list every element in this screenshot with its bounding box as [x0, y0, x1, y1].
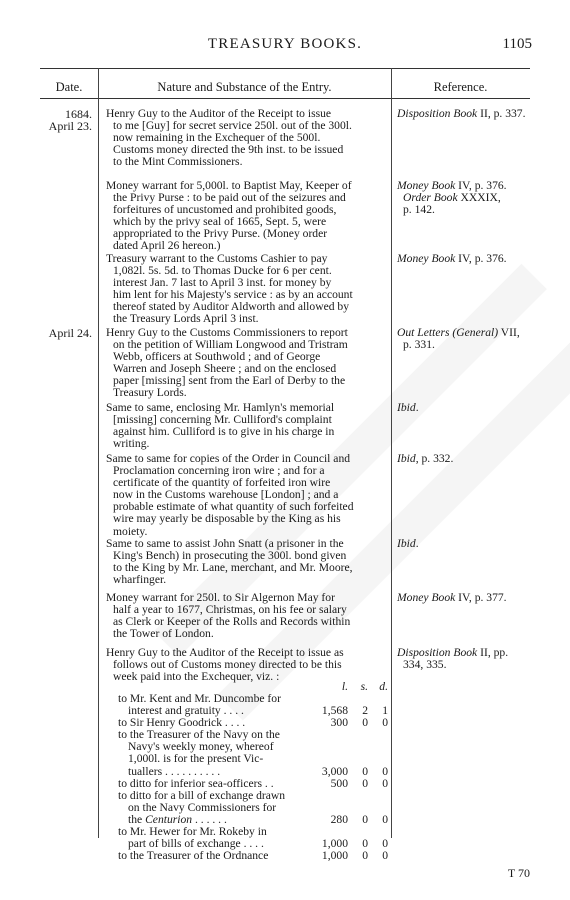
top-rule	[40, 68, 530, 69]
payment-amount-d: 0	[382, 716, 388, 730]
payment-text: interest and gratuity . . . .	[128, 704, 244, 718]
reference-line: Money Book IV, p. 376.	[397, 252, 507, 265]
payment-text: Navy's weekly money, whereof	[128, 740, 274, 754]
entry-line: Treasury warrant to the Customs Cashier to pay	[106, 252, 328, 265]
payment-text: to the Treasurer of the Ordnance	[118, 849, 269, 863]
footer-signature: T 70	[507, 866, 530, 880]
payment-text: to Mr. Hewer for Mr. Rokeby in	[118, 825, 267, 839]
entry-line: 1,082l. 5s. 5d. to Thomas Ducke for 6 per cent.	[113, 264, 332, 278]
entry-text	[106, 647, 388, 683]
entry-date	[40, 327, 92, 339]
entry-line: paper [missing] sent from the Earl of Derby to the	[113, 374, 346, 388]
entry-line: Webb, officers at Southwold ; and of George	[113, 350, 321, 364]
payment-amount-s: 2	[362, 704, 368, 718]
payment-text: the Centurion . . . . . .	[128, 812, 227, 826]
entry-line: King's Bench) in prosecuting the 300l. bond given	[113, 549, 347, 563]
payment-row	[106, 753, 390, 765]
payment-amount-d: 0	[382, 764, 388, 778]
entry-line: him lent for his Majesty's service : as by an account	[113, 288, 353, 302]
entry-line: the Privy Purse : to be paid out of the seizures and	[113, 191, 346, 205]
entry-line: dated April 26 hereon.)	[113, 239, 221, 253]
entry-reference	[397, 327, 542, 351]
reference-line: Disposition Book II, p. 337.	[397, 107, 526, 120]
entry-line: Henry Guy to the Auditor of the Receipt to issue	[106, 107, 332, 120]
payment-amount-d: 0	[382, 812, 388, 826]
entry-line: as Clerk or Keeper of the Rolls and Records within	[113, 615, 351, 629]
payment-amount-l: 3,000	[321, 764, 348, 778]
entry-line: Proclamation concerning iron wire ; and for a	[113, 464, 325, 478]
entry-line: to me [Guy] for secret service 250l. out of the 300l.	[113, 119, 352, 133]
entry-line: forfeitures of uncustomed and prohibited goods,	[113, 203, 337, 217]
reference-line: Ibid.	[397, 401, 419, 414]
entry-reference	[397, 253, 542, 265]
entry-text	[106, 180, 388, 253]
reference-line: Disposition Book II, pp.	[397, 646, 509, 659]
payment-text: tuallers . . . . . . . . . .	[128, 764, 221, 778]
payment-amount-s: 0	[362, 776, 368, 790]
payment-amount-d: 0	[382, 776, 388, 790]
entry-line: against him. Culliford is to give in his charge in	[113, 425, 335, 439]
entry-line: the Tower of London.	[113, 627, 214, 641]
entry-line: Same to same, enclosing Mr. Hamlyn's memorial	[106, 401, 335, 414]
reference-line: 334, 335.	[403, 658, 447, 672]
entry-line: wharfinger.	[113, 573, 167, 587]
entry-line: which by the privy seal of 1665, Sept. 5, were	[113, 215, 327, 229]
payments-list	[106, 681, 390, 862]
entry-line: wire may yearly be disposable by the King as his	[113, 512, 341, 526]
entry-text	[106, 592, 388, 640]
entry-line: Henry Guy to the Auditor of the Receipt to issue as	[106, 646, 344, 659]
entry-line: thereof stated by Auditor Aldworth and allowed by	[113, 300, 350, 314]
entry-line: Customs money directed the 9th inst. to be issued	[113, 143, 344, 157]
column-header-nature: Nature and Substance of the Entry.	[157, 80, 332, 94]
entry-line: to the Mint Commissioners.	[113, 155, 243, 169]
entry-line: on the petition of William Longwood and Tristram	[113, 338, 348, 352]
reference-line: Money Book IV, p. 377.	[397, 591, 507, 604]
payment-text: 1,000l. is for the present Vic-	[128, 752, 264, 766]
entry-reference	[397, 647, 542, 671]
entry-text	[106, 538, 388, 586]
payment-text: on the Navy Commissioners for	[128, 800, 277, 814]
entry-text	[106, 327, 388, 400]
lsd-header-l: l.	[341, 680, 348, 693]
entry-line: certificate of the quantity of forfeited iron wire	[113, 476, 331, 490]
entry-reference	[397, 180, 542, 216]
entry-line: writing.	[113, 437, 150, 451]
payment-amount-d: 1	[382, 704, 388, 718]
payment-amount-l: 1,568	[321, 704, 348, 718]
entry-line: to the King by Mr. Lane, merchant, and Mr. Moore,	[113, 561, 353, 575]
entry-line: now in the Customs warehouse [London] ; and a	[113, 488, 339, 502]
entry-line: half a year to 1677, Christmas, on his fee or salary	[113, 603, 347, 617]
entry-date-line: 1684.	[65, 107, 92, 121]
entry-line: Henry Guy to the Customs Commissioners to report	[106, 326, 348, 339]
header-rule	[40, 98, 530, 99]
lsd-header-s: s.	[360, 680, 368, 693]
entry-text	[106, 402, 388, 450]
payment-amount-s: 0	[362, 812, 368, 826]
payment-amount-d: 0	[382, 849, 388, 863]
column-divider-date	[98, 68, 99, 838]
entry-text	[106, 253, 388, 326]
payment-amount-s: 0	[362, 764, 368, 778]
entry-line: Money warrant for 250l. to Sir Algernon May for	[106, 591, 335, 604]
column-header-date: Date.	[55, 80, 83, 94]
entry-line: interest Jan. 7 last to April 3 inst. for money by	[113, 276, 332, 290]
reference-line: Out Letters (General) VII,	[397, 326, 520, 339]
payment-text: to Mr. Kent and Mr. Duncombe for	[118, 692, 281, 705]
reference-line: Money Book IV, p. 376.	[397, 179, 507, 192]
payment-amount-l: 1,000	[321, 837, 348, 851]
payment-amount-l: 300	[330, 716, 348, 730]
payment-amount-l: 1,000	[321, 849, 348, 863]
entry-text	[106, 453, 388, 538]
payment-amount-s: 0	[362, 849, 368, 863]
entry-date-line: April 24.	[48, 326, 92, 340]
entry-line: follows out of Customs money directed to be this	[113, 658, 342, 672]
payment-amount-d: 0	[382, 837, 388, 851]
entry-reference	[397, 453, 542, 465]
lsd-header-d: d.	[379, 680, 388, 693]
page-number: 1105	[502, 36, 532, 52]
entry-text	[106, 108, 388, 168]
entry-reference	[397, 402, 542, 414]
payment-row	[106, 778, 390, 790]
payment-amount-s: 0	[362, 716, 368, 730]
entry-line: [missing] concerning Mr. Culliford's complaint	[113, 413, 332, 427]
payment-amount-s: 0	[362, 837, 368, 851]
entry-line: Same to same to assist John Snatt (a prisoner in the	[106, 537, 344, 550]
column-header-reference: Reference.	[433, 80, 488, 94]
payment-text: part of bills of exchange . . . .	[128, 837, 264, 851]
column-divider-reference	[391, 68, 392, 838]
payment-amount-l: 500	[330, 776, 348, 790]
entry-line: probable estimate of what quantity of such forfeited	[113, 500, 354, 514]
entry-line: appropriated to the Privy Purse. (Money order	[113, 227, 328, 241]
entry-reference	[397, 538, 542, 550]
reference-line: Order Book XXXIX,	[403, 191, 501, 205]
reference-line: p. 331.	[403, 338, 435, 352]
entry-line: week paid into the Exchequer, viz. :	[113, 670, 280, 684]
entry-line: Warren and Joseph Sheere ; and on the enclosed	[113, 362, 337, 376]
payment-row	[106, 766, 390, 778]
payment-text: to the Treasurer of the Navy on the	[118, 728, 280, 742]
payment-row	[106, 850, 390, 862]
entry-line: Treasury Lords.	[113, 386, 187, 400]
entry-line: Same to same for copies of the Order in Council and	[106, 452, 351, 465]
running-title: TREASURY BOOKS.	[207, 36, 363, 52]
entry-date	[40, 108, 92, 132]
entry-line: Money warrant for 5,000l. to Baptist May, Keeper of	[106, 179, 352, 192]
payment-amount-l: 280	[330, 812, 348, 826]
entry-line: moiety.	[113, 524, 148, 538]
entry-reference	[397, 108, 542, 120]
payment-text: to ditto for a bill of exchange drawn	[118, 788, 286, 802]
entry-line: the Treasury Lords April 3 inst.	[113, 312, 259, 326]
reference-line: p. 142.	[403, 203, 435, 217]
payment-text: to Sir Henry Goodrick . . . .	[118, 716, 246, 730]
entry-line: now remaining in the Exchequer of the 500l.	[113, 131, 321, 145]
reference-line: Ibid.	[397, 537, 419, 550]
reference-line: Ibid, p. 332.	[397, 452, 454, 465]
entry-reference	[397, 592, 542, 604]
payment-text: to ditto for inferior sea-officers . .	[118, 776, 274, 790]
entry-date-line: April 23.	[48, 119, 92, 133]
